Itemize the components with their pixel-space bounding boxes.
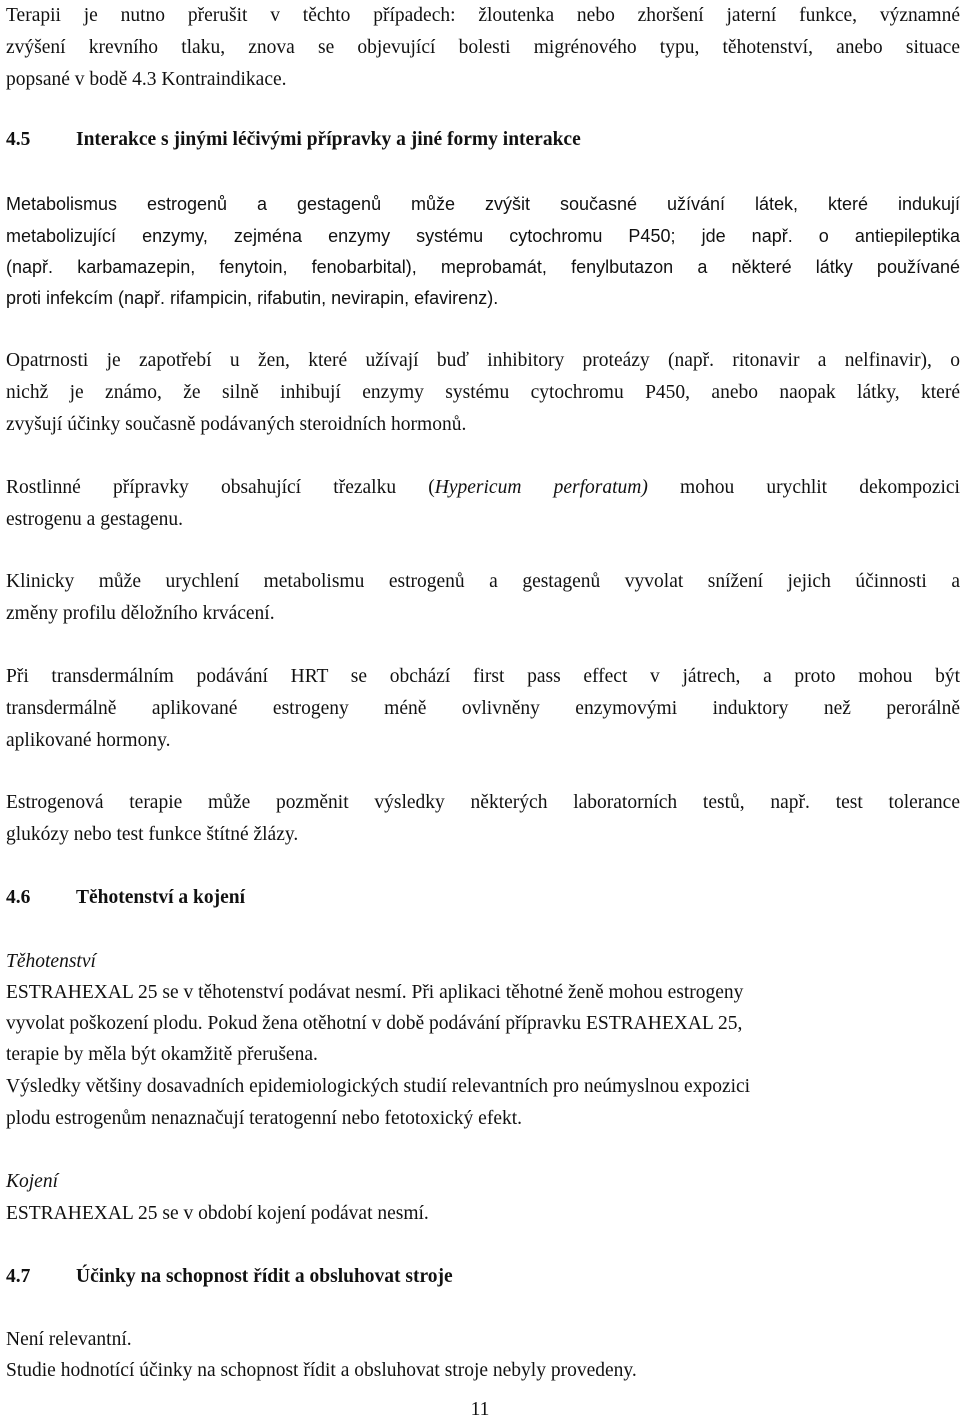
text-line: metabolizující enzymy, zejména enzymy systému cytochromu P450; jde např. o antiepileptika [6,226,960,246]
text-line: popsané v bodě 4.3 Kontraindikace. [6,69,287,90]
text-line: (např. karbamazepin, fenytoin, fenobarbital), meprobamát, fenylbutazon a některé látky používané [6,257,960,277]
section-title: Těhotenství a kojení [76,887,246,908]
text-line: transdermálně aplikované estrogeny méně ovlivněny enzymovými induktory než perorálně [6,698,960,719]
text-line: proti infekcím (např. rifampicin, rifabutin, nevirapin, efavirenz). [6,288,499,308]
text-run: mohou urychlit dekompozici [647,477,960,498]
page-number: 11 [470,1399,490,1420]
text-line: Metabolismus estrogenů a gestagenů může zvýšit současné užívání látek, které indukují [6,194,960,214]
text-line: Terapii je nutno přerušit v těchto případech: žloutenka nebo zhoršení jaterní funkce, významné [6,5,960,26]
text-line: Studie hodnotící účinky na schopnost řídit a obsluhovat stroje nebyly provedeny. [6,1360,637,1381]
section-heading-4-5 [6,129,960,151]
text-run: Rostlinné přípravky obsahující třezalku ( [6,477,435,498]
text-line: změny profilu děložního krvácení. [6,603,275,624]
section-title: Interakce s jinými léčivými přípravky a jiné formy interakce [76,129,581,150]
section-title: Účinky na schopnost řídit a obsluhovat stroje [76,1266,453,1287]
text-line: plodu estrogenům nenaznačují teratogenní nebo fetotoxický efekt. [6,1108,523,1129]
section-heading-4-6 [6,887,960,909]
section-number: 4.7 [6,1266,31,1287]
text-line: Není relevantní. [6,1329,132,1350]
latin-name: Hypericum perforatum) [434,477,648,498]
text-line: ESTRAHEXAL 25 se v období kojení podávat nesmí. [6,1203,429,1224]
text-line: Estrogenová terapie může pozměnit výsledky některých laboratorních testů, např. test tolerance [6,792,960,813]
text-line: ESTRAHEXAL 25 se v těhotenství podávat nesmí. Při aplikaci těhotné ženě mohou estrogeny [6,982,744,1003]
text-line: Klinicky může urychlení metabolismu estrogenů a gestagenů vyvolat snížení jejich účinnosti a [6,571,960,592]
text-line: vyvolat poškození plodu. Pokud žena otěhotní v době podávání přípravku ESTRAHEXAL 25, [6,1013,743,1034]
text-line: glukózy nebo test funkce štítné žlázy. [6,824,299,845]
subheading-breastfeeding: Kojení [6,1171,58,1192]
text-line: estrogenu a gestagenu. [6,509,184,530]
text-line: Při transdermálním podávání HRT se obchází first pass effect v játrech, a proto mohou být [6,666,960,687]
text-line: Opatrnosti je zapotřebí u žen, které užívají buď inhibitory proteázy (např. ritonavir a nelfinavir), o [6,350,960,371]
text-line: zvyšují účinky současně podávaných steroidních hormonů. [6,414,467,435]
subheading-pregnancy: Těhotenství [6,951,96,972]
section-heading-4-7 [6,1266,960,1288]
text-line: aplikované hormony. [6,730,171,751]
text-line [6,477,960,499]
section-number: 4.5 [6,129,31,150]
section-number: 4.6 [6,887,31,908]
text-line: nichž je známo, že silně inhibují enzymy systému cytochromu P450, anebo naopak látky, které [6,382,960,403]
text-line: Výsledky většiny dosavadních epidemiologických studií relevantních pro neúmyslnou expozici [6,1076,751,1097]
text-line: zvýšení krevního tlaku, znova se objevující bolesti migrénového typu, těhotenství, anebo situace [6,37,960,58]
text-line: terapie by měla být okamžitě přerušena. [6,1044,318,1065]
